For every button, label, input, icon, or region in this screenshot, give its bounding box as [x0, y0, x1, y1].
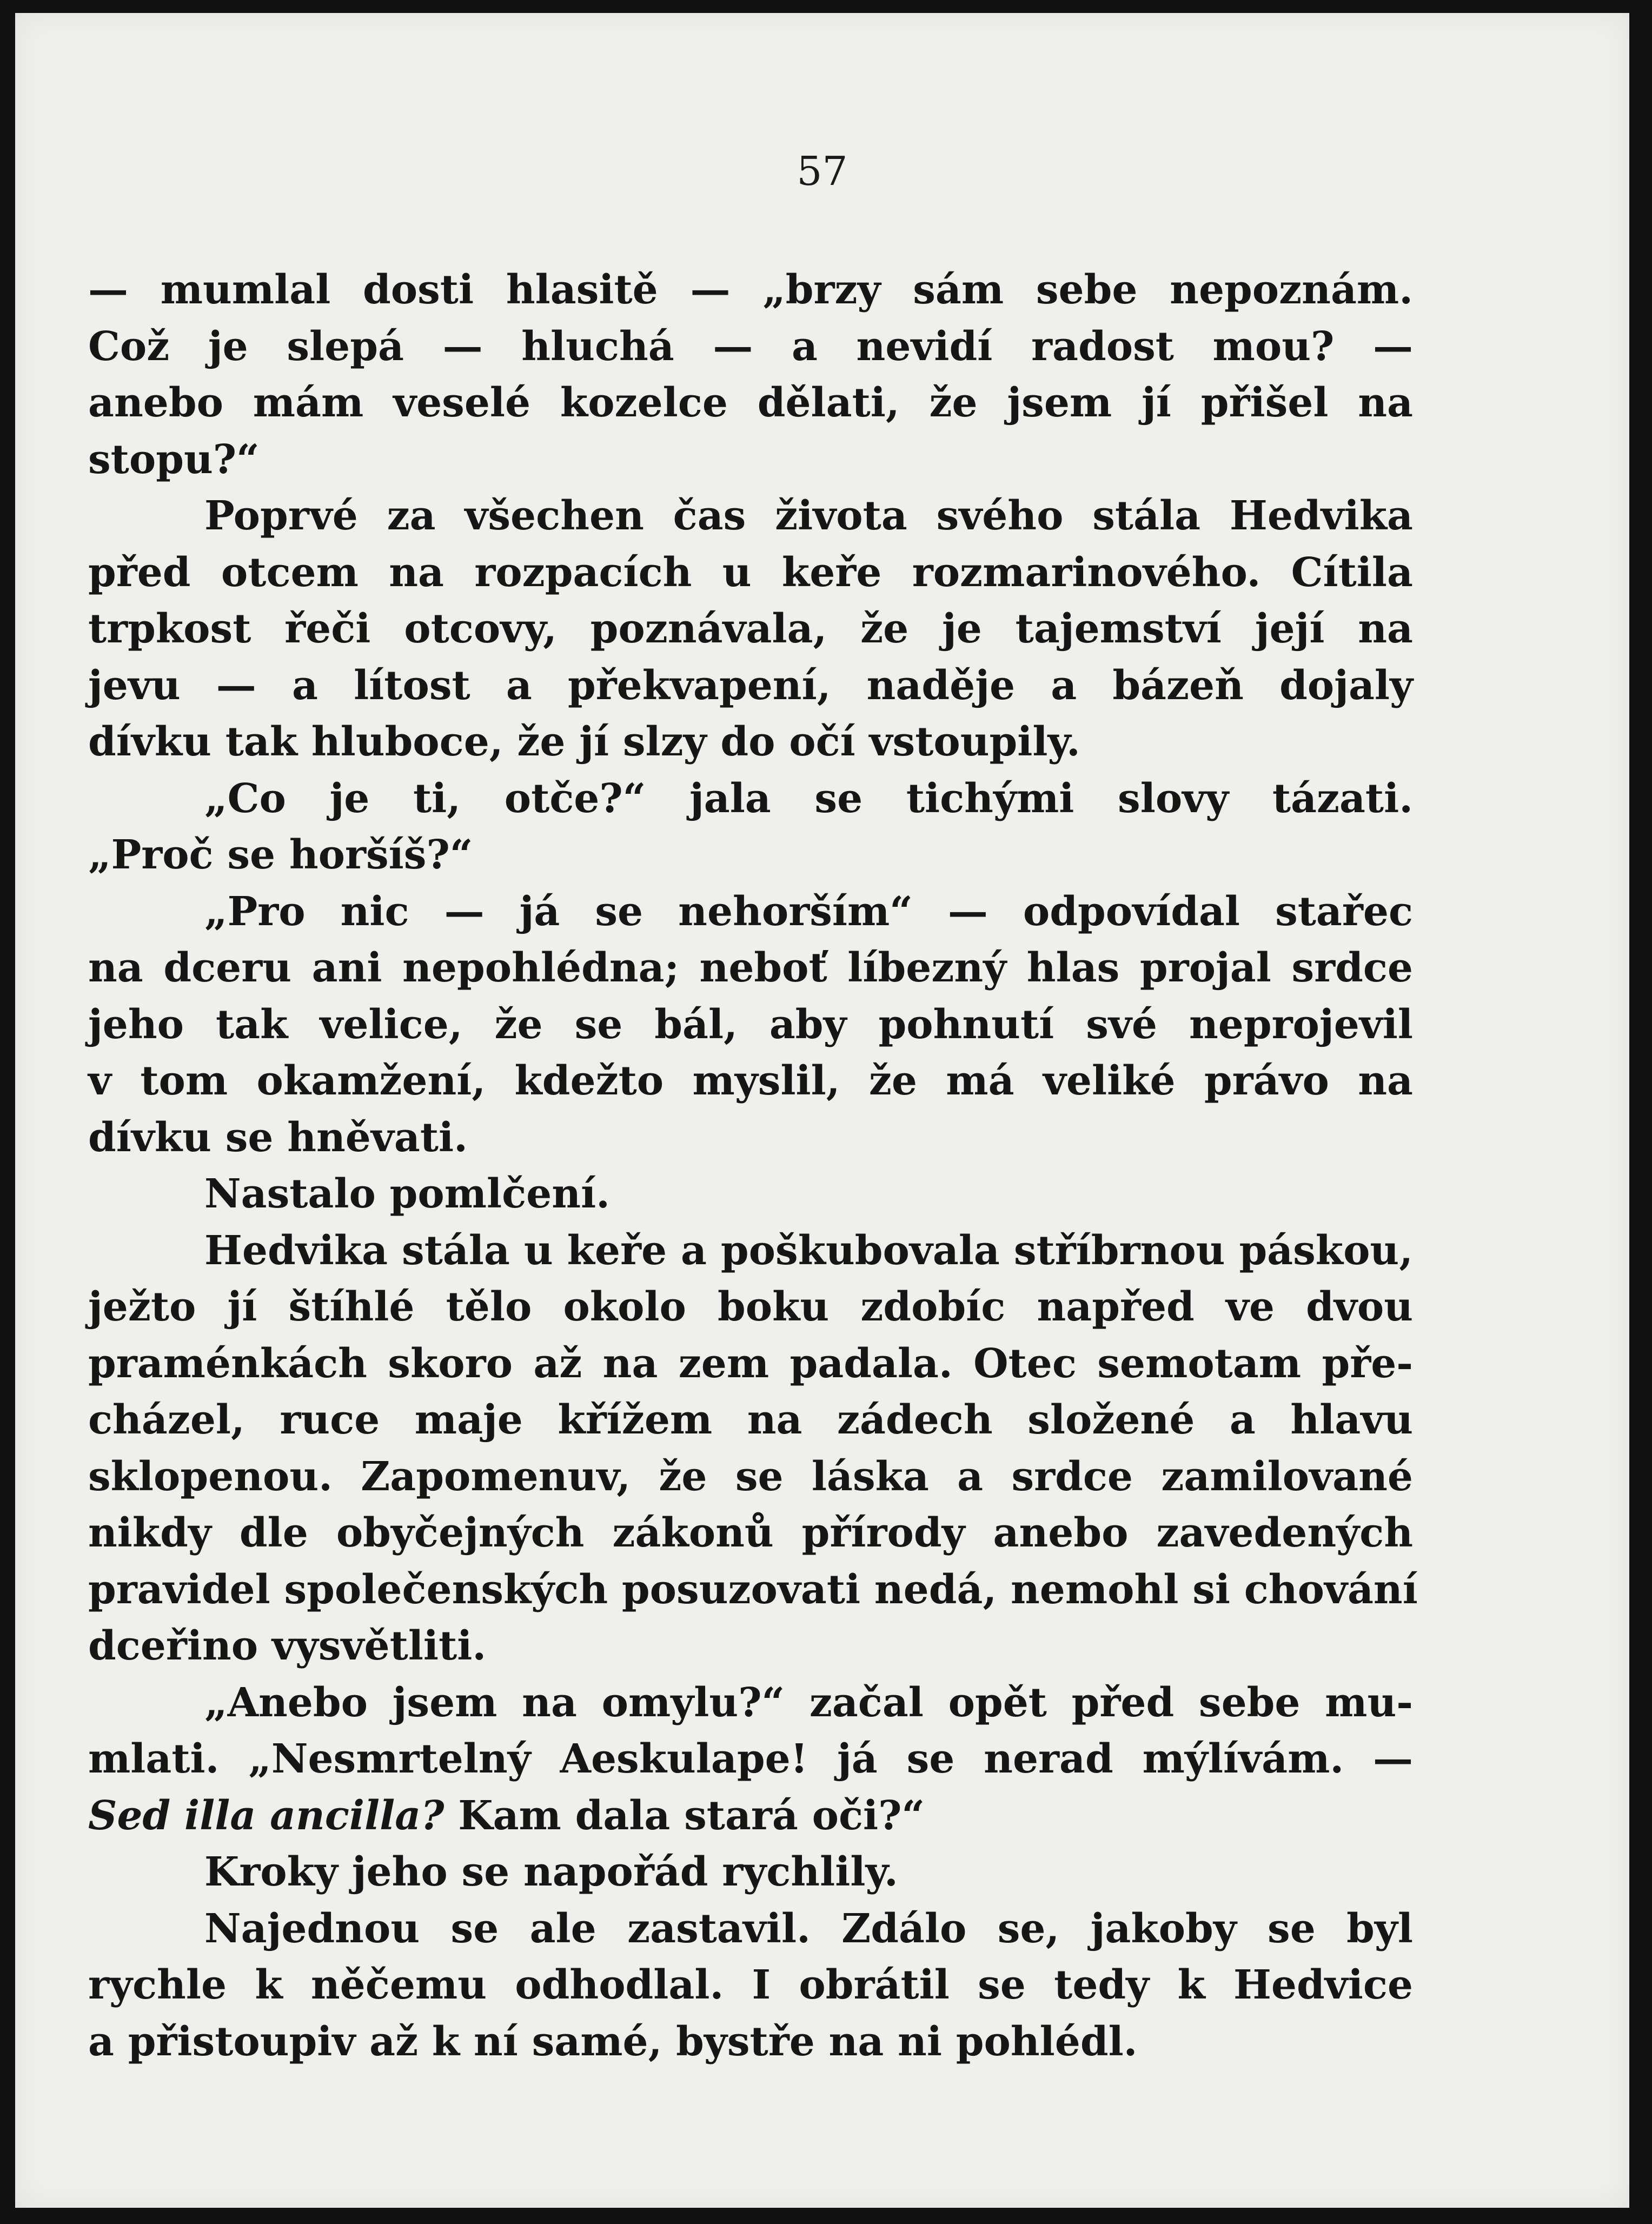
line-text: anebo mám veselé kozelce dělati, že jsem jí přišel na	[88, 380, 1413, 426]
text-line	[88, 375, 1413, 431]
text-line	[88, 714, 1413, 771]
text-line	[88, 1053, 1413, 1110]
text-line	[88, 1336, 1413, 1392]
text-line	[88, 488, 1413, 545]
line-text: v tom okamžení, kdežto myslil, že má veliké právo na	[88, 1058, 1413, 1104]
text-line	[88, 545, 1413, 601]
line-text: Najednou se ale zastavil. Zdálo se, jakoby se byl	[204, 1905, 1413, 1952]
line-text: „Co je ti, otče?“ jala se tichými slovy tázati.	[204, 775, 1413, 822]
line-text: dívku se hněvati.	[88, 1114, 468, 1161]
line-text: Což je slepá — hluchá — a nevidí radost mou? —	[88, 323, 1413, 370]
line-text: Hedvika stála u keře a poškubovala stříbrnou páskou,	[204, 1227, 1413, 1274]
line-text: jeho tak velice, že se bál, aby pohnutí své neprojevil	[88, 1001, 1413, 1048]
text-line	[88, 884, 1413, 940]
text-line	[88, 1110, 1413, 1166]
line-text: Nastalo pomlčení.	[204, 1171, 610, 1217]
text-line	[88, 1957, 1413, 2014]
text-line	[88, 1562, 1418, 1618]
text-line	[88, 940, 1413, 997]
text-line	[88, 658, 1413, 714]
text-line	[88, 997, 1413, 1053]
line-text: před otcem na rozpacích u keře rozmarinového. Cítila	[88, 549, 1413, 596]
page-number: 57	[797, 148, 848, 195]
line-text: „Proč se horšíš?“	[88, 832, 473, 878]
line-text: a přistoupiv až k ní samé, bystře na ni pohlédl.	[88, 2018, 1138, 2065]
text-line	[88, 1449, 1413, 1505]
text-line	[88, 771, 1413, 827]
text-line	[88, 1788, 1413, 1844]
text-line	[88, 2014, 1413, 2070]
line-text: ježto jí štíhlé tělo okolo boku zdobíc napřed ve dvou	[88, 1284, 1413, 1330]
book-page	[15, 13, 1629, 2208]
text-line	[88, 1731, 1413, 1788]
text-line	[88, 1618, 1413, 1675]
line-text: nikdy dle obyčejných zákonů přírody anebo zavedených	[88, 1510, 1413, 1556]
line-text: stopu?“	[88, 436, 260, 483]
line-text: Kam dala stará oči?“	[444, 1792, 925, 1839]
line-text: dceřino vysvětliti.	[88, 1623, 487, 1669]
line-text: Poprvé za všechen čas života svého stála Hedvika	[204, 493, 1413, 539]
text-line	[88, 1166, 1413, 1223]
line-text: dívku tak hluboce, že jí slzy do očí vstoupily.	[88, 719, 1080, 765]
text-line	[88, 1901, 1413, 1957]
line-text: — mumlal dosti hlasitě — „brzy sám sebe nepoznám.	[88, 267, 1413, 313]
text-line	[88, 1223, 1413, 1279]
line-text: trpkost řeči otcovy, poznávala, že je tajemství její na	[88, 606, 1413, 652]
line-text: mlati. „Nesmrtelný Aeskulape! já se nerad mýlívám. —	[88, 1736, 1413, 1782]
line-text: „Anebo jsem na omylu?“ začal opět před sebe mu-	[204, 1679, 1413, 1726]
text-line	[88, 1844, 1413, 1901]
text-line	[88, 1505, 1413, 1562]
text-line	[88, 262, 1413, 318]
text-line	[88, 431, 1413, 488]
text-line	[88, 318, 1413, 375]
text-line	[88, 827, 1413, 884]
italic-phrase: Sed illa ancilla?	[88, 1792, 444, 1839]
line-text: jevu — a lítost a překvapení, naděje a bázeň dojaly	[88, 662, 1413, 709]
line-text: na dceru ani nepohlédna; neboť líbezný hlas projal srdce	[88, 945, 1413, 991]
line-text: cházel, ruce maje křížem na zádech složené a hlavu	[88, 1397, 1413, 1443]
line-text: Kroky jeho se napořád rychlily.	[204, 1849, 898, 1895]
text-line	[88, 1279, 1413, 1336]
line-text: pravidel společenských posuzovati nedá, nemohl si chování	[88, 1566, 1418, 1613]
line-text: „Pro nic — já se nehorším“ — odpovídal stařec	[204, 888, 1413, 935]
body-text	[88, 262, 1418, 2070]
text-line	[88, 601, 1413, 658]
line-text: sklopenou. Zapomenuv, že se láska a srdce zamilované	[88, 1453, 1413, 1500]
text-line	[88, 1675, 1413, 1731]
line-text: rychle k něčemu odhodlal. I obrátil se tedy k Hedvice	[88, 1962, 1413, 2008]
line-text: praménkách skoro až na zem padala. Otec semotam pře-	[88, 1340, 1413, 1387]
text-line	[88, 1392, 1413, 1449]
